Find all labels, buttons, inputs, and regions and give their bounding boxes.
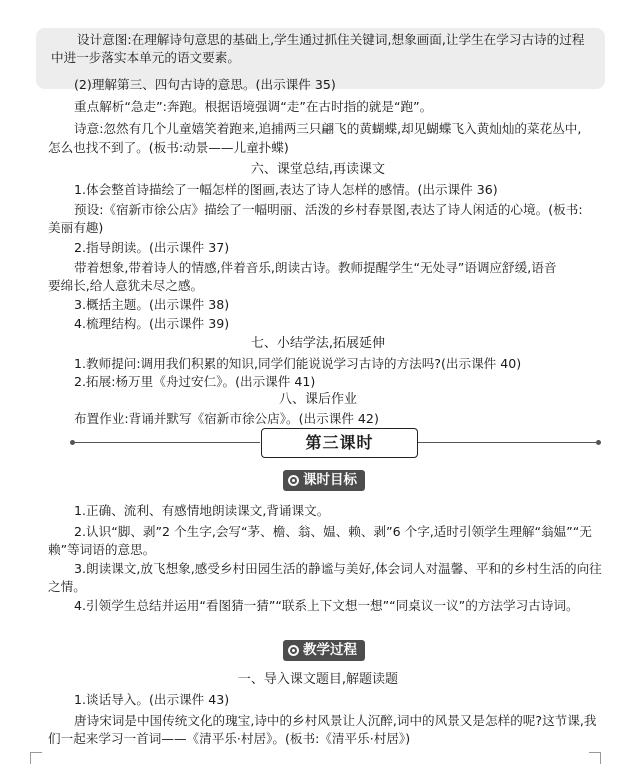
process-badge bbox=[283, 640, 365, 661]
page-corner-mark bbox=[30, 752, 42, 764]
divider-left bbox=[72, 442, 260, 443]
paragraph: (2)理解第三、四句古诗的意思。(出示课件 35) bbox=[74, 77, 336, 92]
objectives-badge-label: 课时目标 bbox=[303, 472, 357, 488]
paragraph: 诗意:忽然有几个儿童嬉笑着跑来,追捕两三只翩飞的黄蝴蝶,却见蝴蝶飞入黄灿灿的菜花丛中, bbox=[74, 121, 582, 136]
objective-item: 3.朗读课文,放飞想象,感受乡村田园生活的静谧与美好,体会词人对温馨、平和的乡村生活的向往之情。 bbox=[48, 561, 602, 594]
objective-item: 1.正确、流利、有感情地朗读课文,背诵课文。 bbox=[74, 503, 330, 518]
section-heading: 八、课后作业 bbox=[278, 392, 357, 407]
lesson-title-band bbox=[48, 428, 600, 458]
lesson-title: 第三课时 bbox=[261, 428, 418, 458]
objectives-badge bbox=[283, 470, 365, 491]
paragraph: 布置作业:背诵并默写《宿新市徐公店》。(出示课件 42) bbox=[74, 411, 379, 426]
target-icon bbox=[286, 643, 301, 658]
paragraph: 带着想象,带着诗人的情感,伴着音乐,朗读古诗。教师提醒学生“无处寻”语调应舒缓,语音 bbox=[74, 260, 557, 275]
paragraph: 4.梳理结构。(出示课件 39) bbox=[74, 316, 230, 331]
divider-right bbox=[418, 442, 600, 443]
paragraph: 3.概括主题。(出示课件 38) bbox=[74, 297, 230, 312]
paragraph: 1.体会整首诗描绘了一幅怎样的图画,表达了诗人怎样的感情。(出示课件 36) bbox=[74, 182, 498, 197]
paragraph: 重点解析“急走”:奔跑。根据语境强调“走”在古时指的就是“跑”。 bbox=[74, 99, 433, 114]
paragraph: 怎么也找不到了。(板书:动景——儿童扑蝶) bbox=[48, 140, 289, 155]
paragraph: 要绵长,给人意犹未尽之感。 bbox=[48, 278, 204, 293]
objective-item: 2.认识“脚、剥”2 个生字,会写“茅、檐、翁、媪、赖、剥”6 个字,适时引领学生理解“翁媪”“无赖”等词语的意思。 bbox=[48, 524, 592, 557]
paragraph: 1.教师提问:调用我们积累的知识,同学们能说说学习古诗的方法吗?(出示课件 40) bbox=[74, 356, 522, 371]
page-corner-mark bbox=[589, 752, 601, 764]
process-badge-label: 教学过程 bbox=[303, 642, 357, 658]
rule-end-dot bbox=[596, 440, 601, 445]
section-heading: 一、导入课文题目,解题读题 bbox=[237, 672, 399, 687]
paragraph: 1.谈话导入。(出示课件 43) bbox=[74, 692, 230, 707]
section-heading: 六、课堂总结,再读课文 bbox=[250, 162, 386, 177]
design-intent-note: 设计意图:在理解诗句意思的基础上,学生通过抓住关键词,想象画面,让学生在学习古诗的过程中进一步落实本单元的语文要素。 bbox=[36, 28, 605, 89]
section-heading: 七、小结学法,拓展延伸 bbox=[250, 336, 386, 351]
target-icon bbox=[286, 473, 301, 488]
paragraph: 2.拓展:杨万里《舟过安仁》。(出示课件 41) bbox=[74, 374, 316, 389]
paragraph: 唐诗宋词是中国传统文化的瑰宝,诗中的乡村风景让人沉醉,词中的风景又是怎样的呢?这节课,我们一起来学习一首词——《清平乐·村居》。(板书:《清平乐·村居》) bbox=[48, 713, 597, 746]
paragraph: 预设:《宿新市徐公店》描绘了一幅明丽、活泼的乡村春景图,表达了诗人闲适的心境。(板书: bbox=[74, 202, 583, 217]
paragraph: 美丽有趣) bbox=[48, 220, 104, 235]
paragraph: 2.指导朗读。(出示课件 37) bbox=[74, 240, 230, 255]
objective-item: 4.引领学生总结并运用“看图猜一猜”“联系上下文想一想”“同桌议一议”的方法学习古诗词。 bbox=[74, 598, 579, 613]
